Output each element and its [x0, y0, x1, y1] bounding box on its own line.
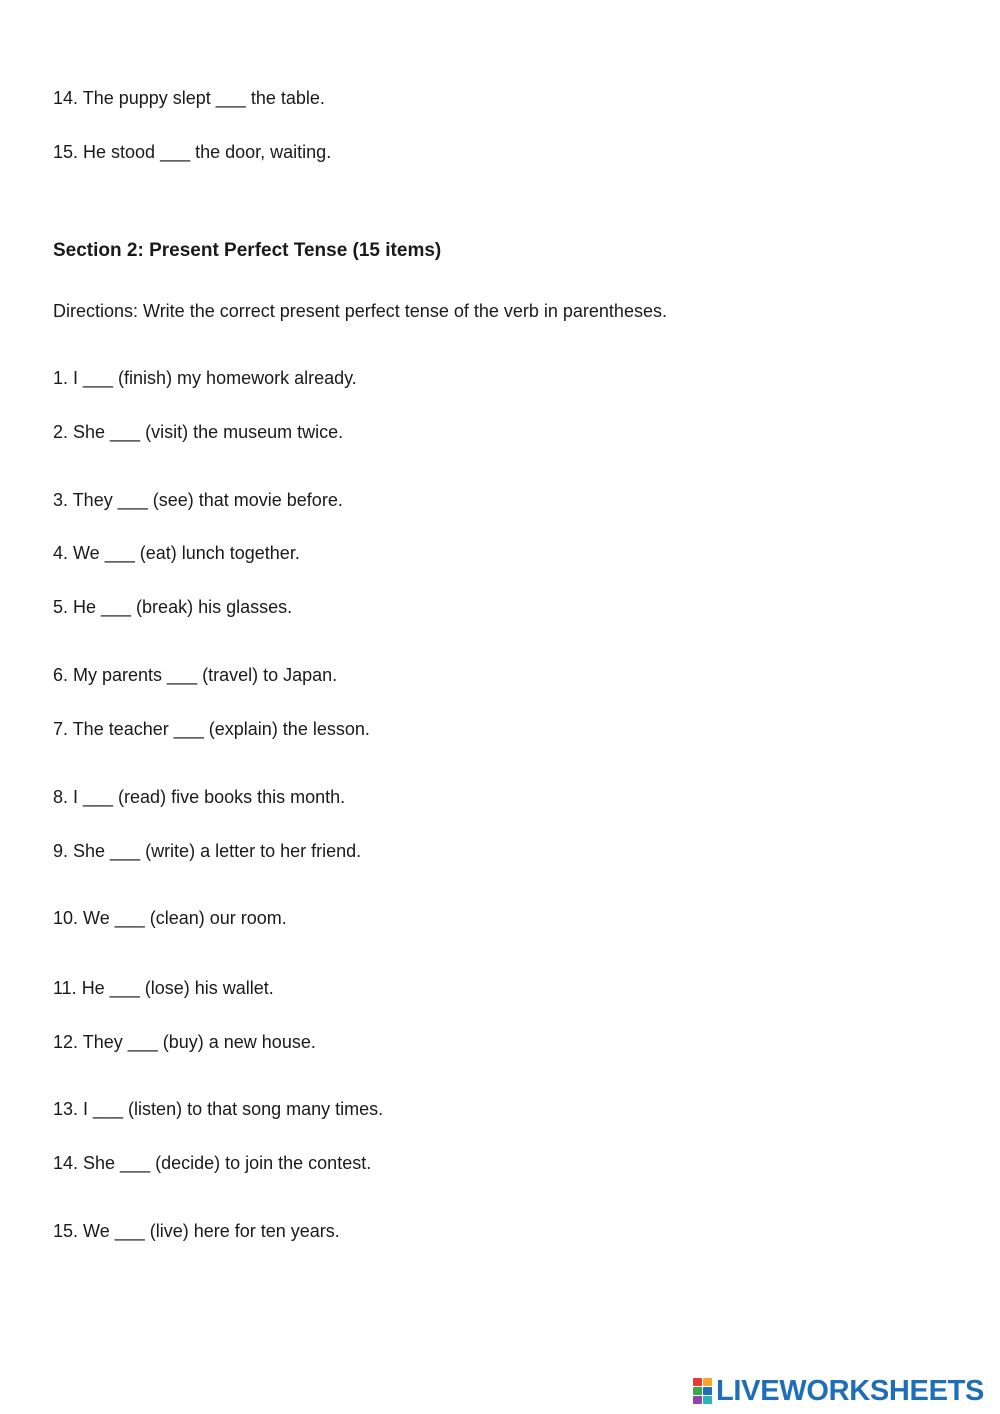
section1-item-14: 14. The puppy slept ___ the table.	[53, 88, 325, 108]
section2-item-14: 14. She ___ (decide) to join the contest.	[53, 1153, 372, 1173]
section2-item-4: 4. We ___ (eat) lunch together.	[53, 543, 300, 563]
logo-tile	[693, 1396, 702, 1404]
section2-item-2: 2. She ___ (visit) the museum twice.	[53, 422, 344, 442]
section2-item-6: 6. My parents ___ (travel) to Japan.	[53, 665, 338, 685]
section2-item-7: 7. The teacher ___ (explain) the lesson.	[53, 719, 370, 739]
section2-directions: Directions: Write the correct present perfect tense of the verb in parentheses.	[53, 301, 667, 321]
logo-tile	[703, 1396, 712, 1404]
logo-tile	[703, 1378, 712, 1386]
section2-item-9: 9. She ___ (write) a letter to her friend.	[53, 841, 362, 861]
section2-item-12: 12. They ___ (buy) a new house.	[53, 1032, 316, 1052]
section2-item-10: 10. We ___ (clean) our room.	[53, 908, 287, 928]
section1-item-15: 15. He stood ___ the door, waiting.	[53, 142, 332, 162]
liveworksheets-brand-text: LIVEWORKSHEETS	[716, 1375, 985, 1407]
section2-item-15: 15. We ___ (live) here for ten years.	[53, 1221, 340, 1241]
section2-item-13: 13. I ___ (listen) to that song many times.	[53, 1099, 384, 1119]
logo-tile	[693, 1387, 702, 1395]
logo-tile	[703, 1387, 712, 1395]
section2-item-5: 5. He ___ (break) his glasses.	[53, 597, 293, 617]
section2-item-11: 11. He ___ (lose) his wallet.	[53, 978, 274, 998]
section2-item-8: 8. I ___ (read) five books this month.	[53, 787, 346, 807]
liveworksheets-logo[interactable]	[693, 1376, 984, 1406]
section2-item-1: 1. I ___ (finish) my homework already.	[53, 368, 357, 388]
section2-heading: Section 2: Present Perfect Tense (15 items)	[53, 240, 442, 261]
liveworksheets-logo-icon	[693, 1378, 713, 1404]
logo-tile	[693, 1378, 702, 1386]
section2-item-3: 3. They ___ (see) that movie before.	[53, 490, 343, 510]
